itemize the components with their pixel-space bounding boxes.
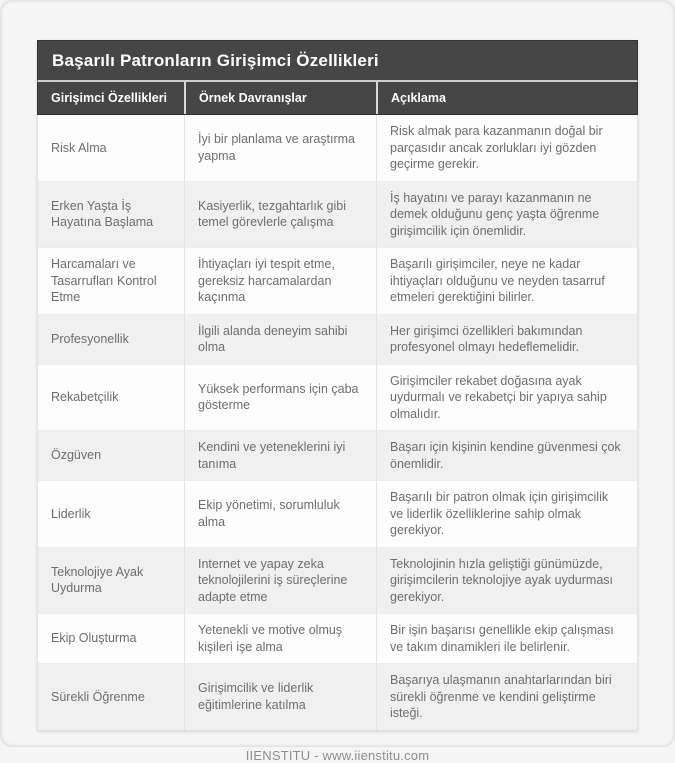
ozellik-text: Ekip Oluşturma: [51, 631, 137, 646]
table-row: [38, 314, 637, 364]
table-row: [38, 115, 637, 181]
cell-ornek-davranis: [184, 365, 376, 431]
column-header-aciklama: Açıklama: [376, 82, 637, 114]
column-header-girisimci-ozellikleri: Girişimci Özellikleri: [51, 91, 168, 105]
cell-girisimci-ozelligi: [38, 182, 184, 248]
cell-ornek-davranis: [184, 548, 376, 614]
table-row: [38, 430, 637, 480]
table-row: [38, 181, 637, 248]
cell-girisimci-ozelligi: [38, 664, 184, 730]
cell-girisimci-ozelligi: [38, 315, 184, 364]
davranis-text: Internet ve yapay zeka teknolojilerini iş süreçlerine adapte etme: [198, 556, 348, 604]
cell-ornek-davranis: [184, 664, 376, 730]
table-row: [38, 364, 637, 431]
ozellik-text: Özgüven: [51, 448, 102, 463]
cell-girisimci-ozelligi: [38, 614, 184, 663]
aciklama-text: Risk almak para kazanmanın doğal bir parçasıdır ancak zorlukları iyi gözden geçirme gerekir.: [390, 124, 603, 171]
table-row: [38, 480, 637, 547]
davranis-text: Girişimcilik ve liderlik eğitimlerine katılma: [198, 681, 314, 712]
davranis-text: Yüksek performans için çaba gösterme: [198, 381, 359, 413]
cell-ornek-davranis: [184, 115, 376, 181]
davranis-text: Yetenekli ve motive olmuş kişileri işe alma: [198, 623, 343, 654]
cell-aciklama: [376, 664, 637, 730]
column-header-ornek-davranislar: Örnek Davranışlar: [184, 82, 376, 114]
cell-ornek-davranis: [184, 431, 376, 480]
cell-aciklama: [376, 315, 637, 364]
cell-ornek-davranis: [184, 481, 376, 547]
ozellik-text: Teknolojiye Ayak Uydurma: [51, 564, 144, 596]
aciklama-text: Başarılı bir patron olmak için girişimcilik ve liderlik özelliklerine sahip olmak gerekiyor.: [390, 490, 609, 537]
aciklama-text: Teknolojinin hızla geliştiği günümüzde, girişimcilerin teknolojiye ayak uydurması gerekiyor.: [390, 556, 613, 604]
cell-aciklama: [376, 431, 637, 480]
ozellik-text: Harcamaları ve Tasarrufları Kontrol Etme: [51, 257, 157, 304]
cell-girisimci-ozelligi: [38, 365, 184, 431]
cell-girisimci-ozelligi: [38, 115, 184, 181]
characteristics-table: [37, 40, 638, 731]
table-title: Başarılı Patronların Girişimci Özellikleri: [37, 40, 638, 82]
aciklama-text: Başarılı girişimciler, neye ne kadar ihtiyaçları olduğunu ve neyden tasarruf etmeleri gerektiğini bilirler.: [390, 257, 605, 304]
table-row: [38, 547, 637, 614]
ozellik-text: Profesyonellik: [51, 331, 129, 346]
table-row: [38, 613, 637, 663]
ozellik-text: Sürekli Öğrenme: [51, 689, 145, 704]
cell-girisimci-ozelligi: [38, 481, 184, 547]
ozellik-text: Erken Yaşta İş Hayatına Başlama: [51, 198, 154, 230]
aciklama-text: İş hayatını ve parayı kazanmanın ne demek olduğunu genç yaşta öğrenme girişimcilik için önemlidir.: [390, 190, 600, 238]
davranis-text: Ekip yönetimi, sorumluluk alma: [198, 498, 340, 529]
cell-aciklama: [376, 182, 637, 248]
cell-ornek-davranis: [184, 614, 376, 663]
cell-girisimci-ozelligi: [38, 431, 184, 480]
cell-girisimci-ozelligi: [38, 248, 184, 314]
aciklama-text: Girişimciler rekabet doğasına ayak uydurmalı ve rekabetçi bir yapıya sahip olmalıdır.: [390, 373, 607, 421]
cell-aciklama: [376, 248, 637, 314]
cell-aciklama: [376, 115, 637, 181]
table-header-row: [37, 82, 638, 115]
aciklama-text: Bir işin başarısı genellikle ekip çalışması ve takım dinamikleri ile belirlenir.: [390, 623, 614, 654]
cell-aciklama: [376, 481, 637, 547]
davranis-text: İlgili alanda deneyim sahibi olma: [198, 323, 348, 354]
footer-credit: IIENSTITU - www.iienstitu.com: [245, 747, 430, 763]
cell-girisimci-ozelligi: [38, 548, 184, 614]
ozellik-text: Rekabetçilik: [51, 390, 119, 404]
cell-aciklama: [376, 614, 637, 663]
table-row: [38, 663, 637, 730]
ozellik-text: Risk Alma: [51, 140, 107, 155]
davranis-text: Kendini ve yeteneklerini iyi tanıma: [198, 440, 346, 471]
davranis-text: Kasiyerlik, tezgahtarlık gibi temel görevlerle çalışma: [198, 198, 346, 230]
aciklama-text: Her girişimci özellikleri bakımından profesyonel olmayı hedeflemelidir.: [390, 323, 583, 354]
davranis-text: İyi bir planlama ve araştırma yapma: [198, 132, 356, 163]
table-body: [37, 115, 638, 731]
davranis-text: İhtiyaçları iyi tespit etme, gereksiz harcamalardan kaçınma: [198, 257, 335, 304]
cell-ornek-davranis: [184, 315, 376, 364]
cell-aciklama: [376, 548, 637, 614]
cell-ornek-davranis: [184, 182, 376, 248]
ozellik-text: Liderlik: [51, 506, 91, 521]
table-row: [38, 247, 637, 314]
aciklama-text: Başarı için kişinin kendine güvenmesi çok önemlidir.: [390, 440, 621, 471]
cell-aciklama: [376, 365, 637, 431]
cell-ornek-davranis: [184, 248, 376, 314]
aciklama-text: Başarıya ulaşmanın anahtarlarından biri sürekli öğrenme ve kendini geliştirme isteği.: [390, 673, 612, 720]
